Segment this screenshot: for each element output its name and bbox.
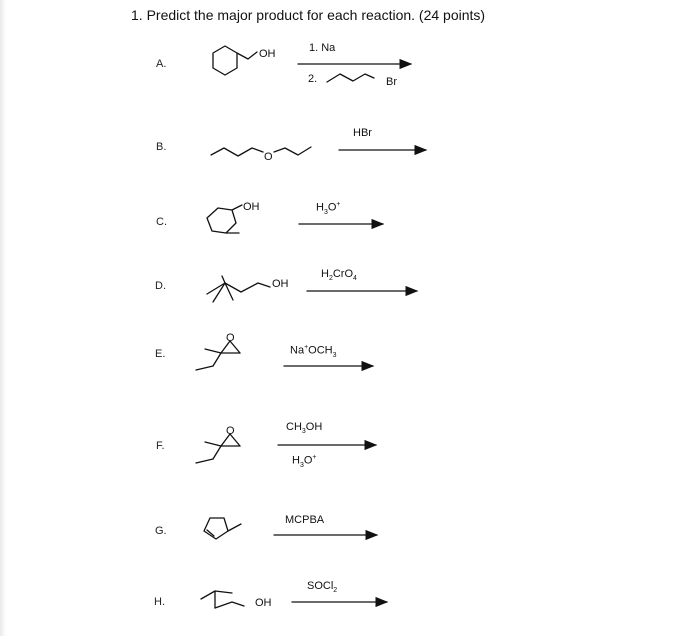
reagent-d: $H_2CrO_4$: [321, 268, 357, 283]
label-c-oh: OH: [243, 201, 260, 213]
reagent-b: HBr: [353, 127, 372, 139]
structure-g-methylcyclopentene: [204, 518, 241, 539]
structure-f-epoxide: [196, 434, 240, 463]
letter-d: D.: [155, 280, 166, 292]
letter-c: C.: [156, 216, 167, 228]
structure-c-methylcyclohexylmethanol: [207, 205, 242, 233]
reagent-c: $H_3O^+$: [316, 201, 341, 216]
question-number: 1.: [131, 7, 143, 23]
letter-e: E.: [155, 348, 166, 360]
structure-h-isobutanol: [201, 591, 244, 608]
reagent-f-1: $CH_3OH$: [286, 421, 323, 436]
structure-a-cyclohexylmethanol: [213, 46, 257, 75]
reagent-a-2: 2.: [308, 73, 318, 85]
letter-b: B.: [156, 141, 167, 153]
label-a-oh: OH: [259, 48, 276, 60]
reagent-a-bromopropane: [327, 74, 374, 82]
reagent-h: SOCl$_2$: [307, 580, 338, 595]
label-e-oxygen: O: [226, 332, 235, 344]
label-f-oxygen: O: [226, 425, 235, 437]
question-text: Predict the major product for each reaction. (24 points): [146, 7, 486, 23]
label-h-oh: OH: [255, 597, 272, 609]
reagent-g: MCPBA: [285, 514, 325, 526]
letter-f: F.: [156, 440, 165, 452]
structure-d-dimethylbutanol: [207, 276, 270, 302]
letter-h: H.: [154, 596, 165, 608]
structure-b-ether: [211, 148, 263, 156]
reagent-a-1: 1. Na: [309, 42, 336, 54]
reagent-f-2: $H_3O^+$: [292, 454, 317, 469]
reagent-e: $Na^+OCH_3$: [290, 344, 337, 359]
structure-e-epoxide: [196, 341, 240, 370]
letter-a: A.: [156, 58, 167, 70]
label-a-br: Br: [386, 76, 397, 88]
letter-g: G.: [155, 525, 167, 537]
label-b-oxygen: O: [264, 151, 273, 163]
label-d-oh: OH: [272, 278, 289, 290]
